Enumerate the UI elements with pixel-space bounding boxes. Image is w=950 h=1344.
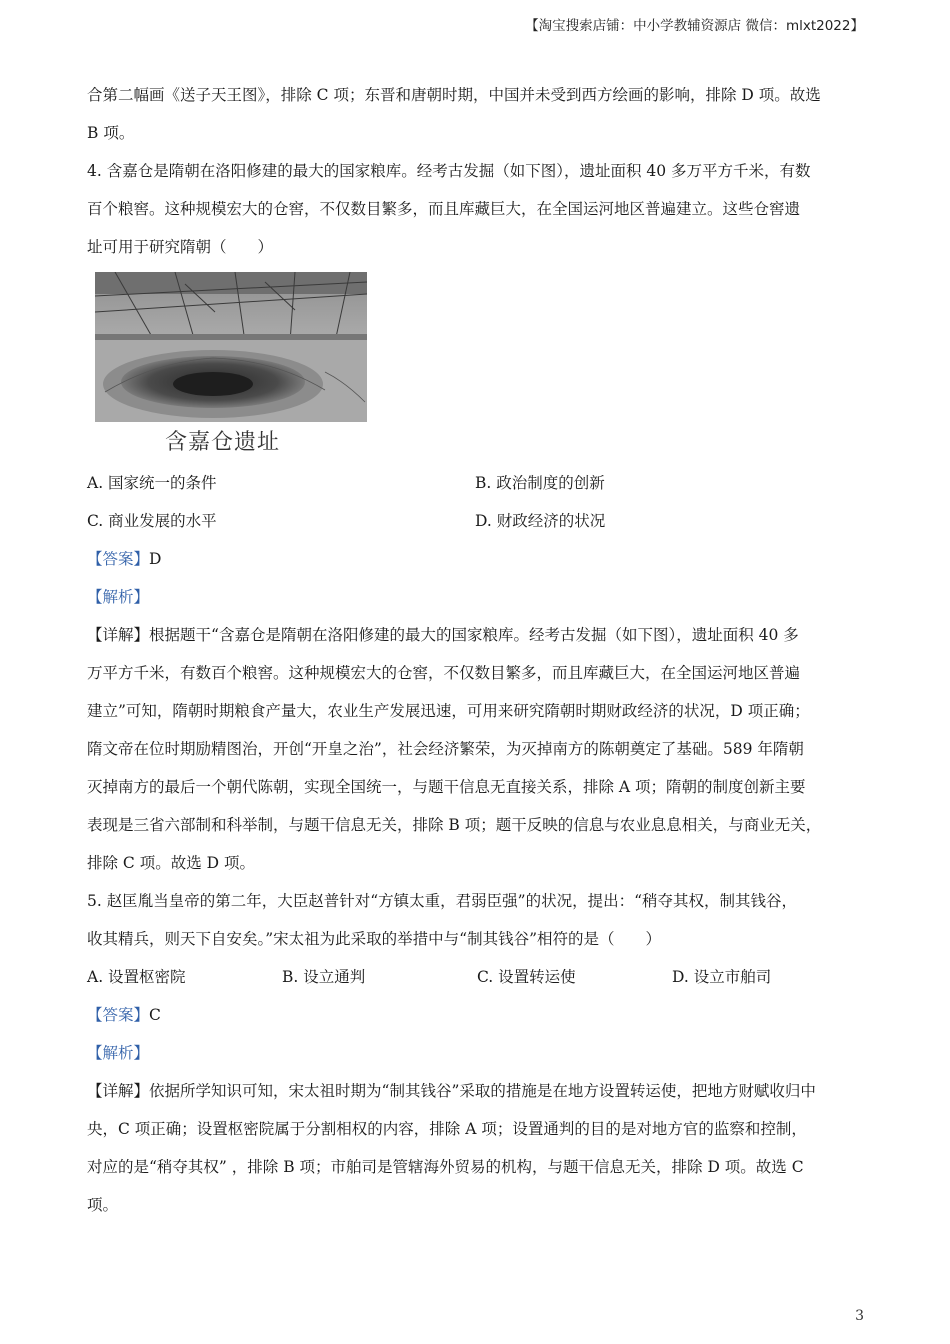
q5-detail-line-4: 项。 — [87, 1196, 119, 1214]
q5-answer: C — [149, 1006, 161, 1024]
prev-line-1: 合第二幅画《送子天王图》，排除 C 项；东晋和唐朝时期，中国并未受到西方绘画的影响，排除 D 项。故选 — [87, 86, 821, 104]
prev-line-2: B 项。 — [87, 124, 135, 142]
q5-detail-line-1 — [87, 1072, 867, 1110]
q4-analysis-line — [87, 578, 867, 616]
q5-answer-line — [87, 996, 867, 1034]
q4-stem-line-3: 址可用于研究隋朝（ ） — [87, 238, 274, 256]
q5-option-a[interactable]: A. 设置枢密院 — [87, 968, 186, 986]
q5-options — [87, 958, 867, 996]
q4-detail-text-1: 根据题干“含嘉仓是隋朝在洛阳修建的最大的国家粮库。经考古发掘（如下图），遗址面积 40 多 — [149, 626, 799, 644]
hanjia-granary-photo — [95, 272, 367, 462]
q4-answer: D — [149, 550, 162, 568]
granary-pit-illustration — [95, 272, 367, 422]
answer-tag: 【答案】 — [87, 1006, 150, 1024]
q4-detail-line-1 — [87, 616, 867, 654]
analysis-tag: 【解析】 — [87, 588, 150, 606]
page-content — [87, 76, 867, 1224]
q4-stem-line-1: 4. 含嘉仓是隋朝在洛阳修建的最大的国家粮库。经考古发掘（如下图），遗址面积 40 多万平方千米，有数 — [87, 162, 811, 180]
q4-detail-line-2: 万平方千米，有数百个粮窖。这种规模宏大的仓窖，不仅数目繁多，而且库藏巨大，在全国运河地区普遍 — [87, 664, 801, 682]
q5-detail-line-3: 对应的是“稍夺其权” ，排除 B 项；市舶司是管辖海外贸易的机构，与题干信息无关，排除 D 项。故选 C — [87, 1158, 804, 1176]
figure-caption: 含嘉仓遗址 — [165, 430, 281, 455]
q5-option-b[interactable]: B. 设立通判 — [282, 968, 366, 986]
answer-tag: 【答案】 — [87, 550, 150, 568]
q5-option-d[interactable]: D. 设立市舶司 — [672, 968, 772, 986]
page-number: 3 — [855, 1308, 864, 1324]
q4-option-a[interactable]: A. 国家统一的条件 — [87, 474, 217, 492]
q5-stem-line-2: 收其精兵，则天下自安矣。”宋太祖为此采取的举措中与“制其钱谷”相符的是（ ） — [87, 930, 662, 948]
q5-stem-line-1: 5. 赵匡胤当皇帝的第二年，大臣赵普针对“方镇太重，君弱臣强”的状况，提出：“稍夺其权，制其钱谷， — [87, 892, 797, 910]
detail-tag: 【详解】 — [87, 626, 150, 644]
q4-detail-line-5: 灭掉南方的最后一个朝代陈朝，实现全国统一，与题干信息无直接关系，排除 A 项；隋朝的制度创新主要 — [87, 778, 806, 796]
page-header: 【淘宝搜索店铺：中小学教辅资源店 微信：mlxt2022】 — [525, 18, 864, 34]
q5-option-c[interactable]: C. 设置转运使 — [477, 968, 576, 986]
q5-detail-text-1: 依据所学知识可知，宋太祖时期为“制其钱谷”采取的措施是在地方设置转运使，把地方财赋收归中 — [149, 1082, 816, 1100]
detail-tag: 【详解】 — [87, 1082, 150, 1100]
q4-detail-line-3: 建立”可知，隋朝时期粮食产量大，农业生产发展迅速，可用来研究隋朝时期财政经济的状况，D 项正确； — [87, 702, 810, 720]
q4-option-b[interactable]: B. 政治制度的创新 — [475, 474, 605, 492]
q5-detail-line-2: 央，C 项正确；设置枢密院属于分割相权的内容，排除 A 项；设置通判的目的是对地方官的监察和控制， — [87, 1120, 807, 1138]
analysis-tag: 【解析】 — [87, 1044, 150, 1062]
q4-detail-line-7: 排除 C 项。故选 D 项。 — [87, 854, 255, 872]
q4-detail-line-6: 表现是三省六部制和科举制，与题干信息无关，排除 B 项；题干反映的信息与农业息息相关，与商业无关， — [87, 816, 822, 834]
q5-analysis-line — [87, 1034, 867, 1072]
q4-option-d[interactable]: D. 财政经济的状况 — [475, 512, 606, 530]
q4-option-c[interactable]: C. 商业发展的水平 — [87, 512, 217, 530]
q4-detail-line-4: 隋文帝在位时期励精图治，开创“开皇之治”，社会经济繁荣，为灭掉南方的陈朝奠定了基础。589 年隋朝 — [87, 740, 804, 758]
q4-answer-line — [87, 540, 867, 578]
q4-options — [87, 464, 867, 540]
q4-stem-line-2: 百个粮窖。这种规模宏大的仓窖，不仅数目繁多，而且库藏巨大，在全国运河地区普遍建立。这些仓窖遗 — [87, 200, 801, 218]
